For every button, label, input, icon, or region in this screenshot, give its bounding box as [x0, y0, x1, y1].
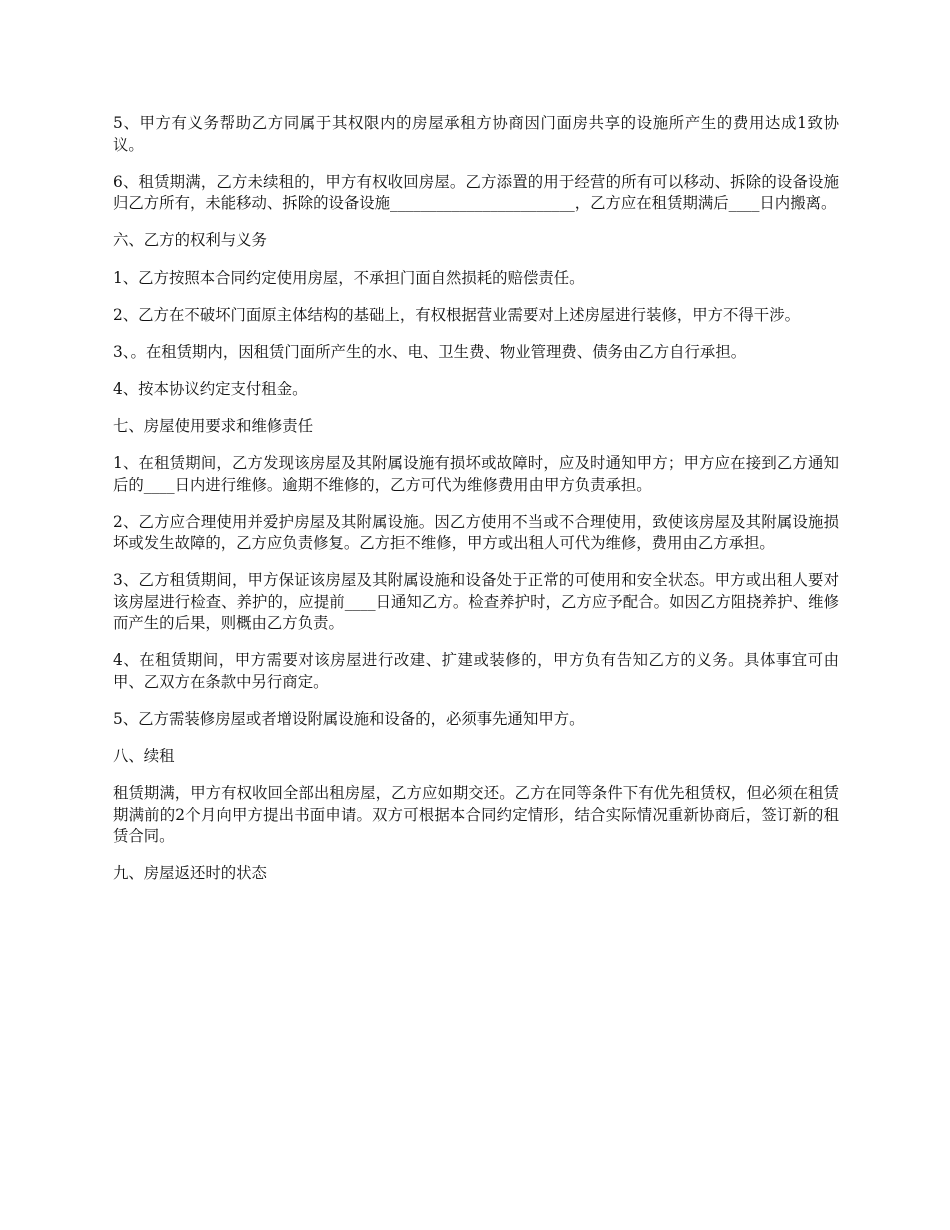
section-7-clause-5: 5、乙方需装修房屋或者增设附属设施和设备的，必须事先通知甲方。 [113, 709, 585, 728]
section-7-heading: 七、房屋使用要求和维修责任 [113, 416, 314, 435]
section-6-clause-3: 3、。在租赁期内，因租赁门面所产生的水、电、卫生费、物业管理费、债务由乙方自行承担。 [113, 342, 747, 361]
clause-6-lease-expiry: 6、租赁期满，乙方未续租的，甲方有权收回房屋。乙方添置的用于经营的所有可以移动、拆除的设备设施归乙方所有，未能移动、拆除的设备设施________________________，乙方应在租赁期满后____日内搬离。 [113, 172, 839, 212]
document-page [113, 113, 839, 901]
section-7-clause-1: 1、在租赁期间，乙方发现该房屋及其附属设施有损坏或故障时，应及时通知甲方；甲方应在接到乙方通知后的____日内进行维修。逾期不维修的，乙方可代为维修费用由甲方负责承担。 [113, 454, 839, 494]
section-7-clause-4: 4、在租赁期间，甲方需要对该房屋进行改建、扩建或装修的，甲方负有告知乙方的义务。具体事宜可由甲、乙双方在条款中另行商定。 [113, 651, 839, 691]
section-6-clause-4: 4、按本协议约定支付租金。 [113, 379, 308, 398]
section-6-clause-1: 1、乙方按照本合同约定使用房屋，不承担门面自然损耗的赔偿责任。 [113, 268, 585, 287]
section-8-heading: 八、续租 [113, 746, 175, 765]
section-8-renewal-text: 租赁期满，甲方有权收回全部出租房屋，乙方应如期交还。乙方在同等条件下有优先租赁权，但必须在租赁期满前的2个月向甲方提出书面申请。双方可根据本合同约定情形，结合实际情况重新协商后，签订新的租赁合同。 [113, 784, 839, 845]
section-6-heading: 六、乙方的权利与义务 [113, 231, 267, 249]
section-6-clause-2: 2、乙方在不破坏门面原主体结构的基础上，有权根据营业需要对上述房屋进行装修，甲方不得干涉。 [113, 305, 800, 324]
section-9-heading: 九、房屋返还时的状态 [113, 864, 267, 882]
section-7-clause-3: 3、乙方租赁期间，甲方保证该房屋及其附属设施和设备处于正常的可使用和安全状态。甲方或出租人要对该房屋进行检查、养护的，应提前____日通知乙方。检查养护时，乙方应予配合。如因乙方阻挠养护、维修而产生的后果，则概由乙方负责。 [113, 571, 839, 632]
section-7-clause-2: 2、乙方应合理使用并爱护房屋及其附属设施。因乙方使用不当或不合理使用，致使该房屋及其附属设施损坏或发生故障的，乙方应负责修复。乙方拒不维修，甲方或出租人可代为维修，费用由乙方承担。 [113, 512, 839, 552]
clause-5-facility-costs: 5、甲方有义务帮助乙方同属于其权限内的房屋承租方协商因门面房共享的设施所产生的费用达成1致协议。 [113, 114, 839, 154]
